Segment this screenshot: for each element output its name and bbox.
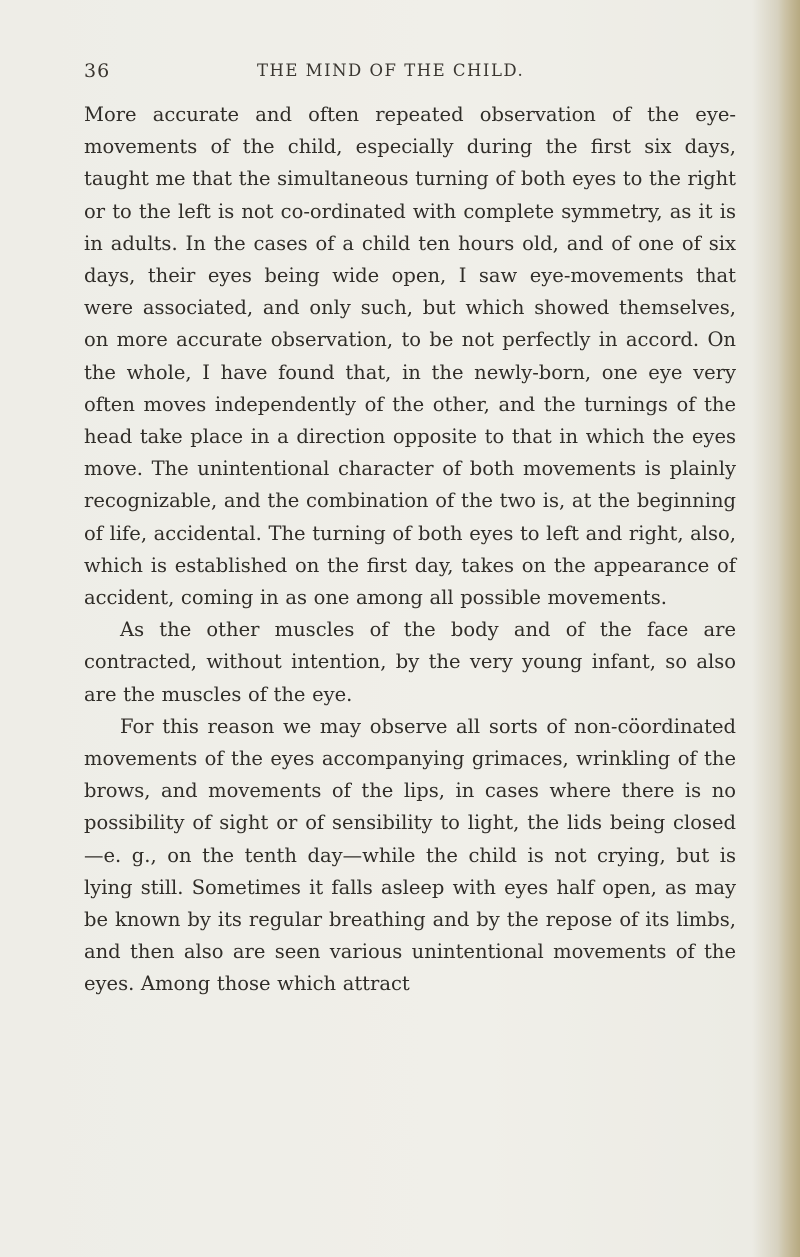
body-text — [84, 99, 736, 1001]
paragraph-1: More accurate and often repeated observation of the eye-movements of the child, especially during the first six days, taught me that the simultaneous turning of both eyes to the right or to the left is not co-ordinated with complete symmetry, as it is in adults. In the cases of a child ten hours old, and of one of six days, their eyes being wide open, I saw eye-movements that were associated, and only such, but which showed themselves, on more accurate observation, to be not perfectly in accord. On the whole, I have found that, in the newly-born, one eye very often moves independently of the other, and the turnings of the head take place in a direction opposite to that in which the eyes move. The unintentional character of both movements is plainly recognizable, and the combination of the two is, at the beginning of life, accidental. The turning of both eyes to left and right, also, which is established on the first day, takes on the appearance of accident, coming in as one among all possible movements. — [84, 103, 736, 610]
paragraph-2: As the other muscles of the body and of the face are contracted, without intention, by the very young infant, so also are the muscles of the eye. — [84, 618, 736, 706]
running-title: THE MIND OF THE CHILD. — [257, 61, 525, 80]
page-header — [84, 60, 734, 90]
page-number: 36 — [84, 60, 111, 82]
paragraph-3: For this reason we may observe all sorts of non-cöordinated movements of the eyes accompanying grimaces, wrinkling of the brows, and movements of the lips, in cases where there is no possibility of sight or of sensibility to light, the lids being closed—e. g., on the tenth day—while the child is not crying, but is lying still. Sometimes it falls asleep with eyes half open, as may be known by its regular breathing and by the repose of its limbs, and then also are seen various unintentional movements of the eyes. Among those which attract — [84, 714, 736, 996]
page-edge-shadow — [778, 0, 800, 1257]
